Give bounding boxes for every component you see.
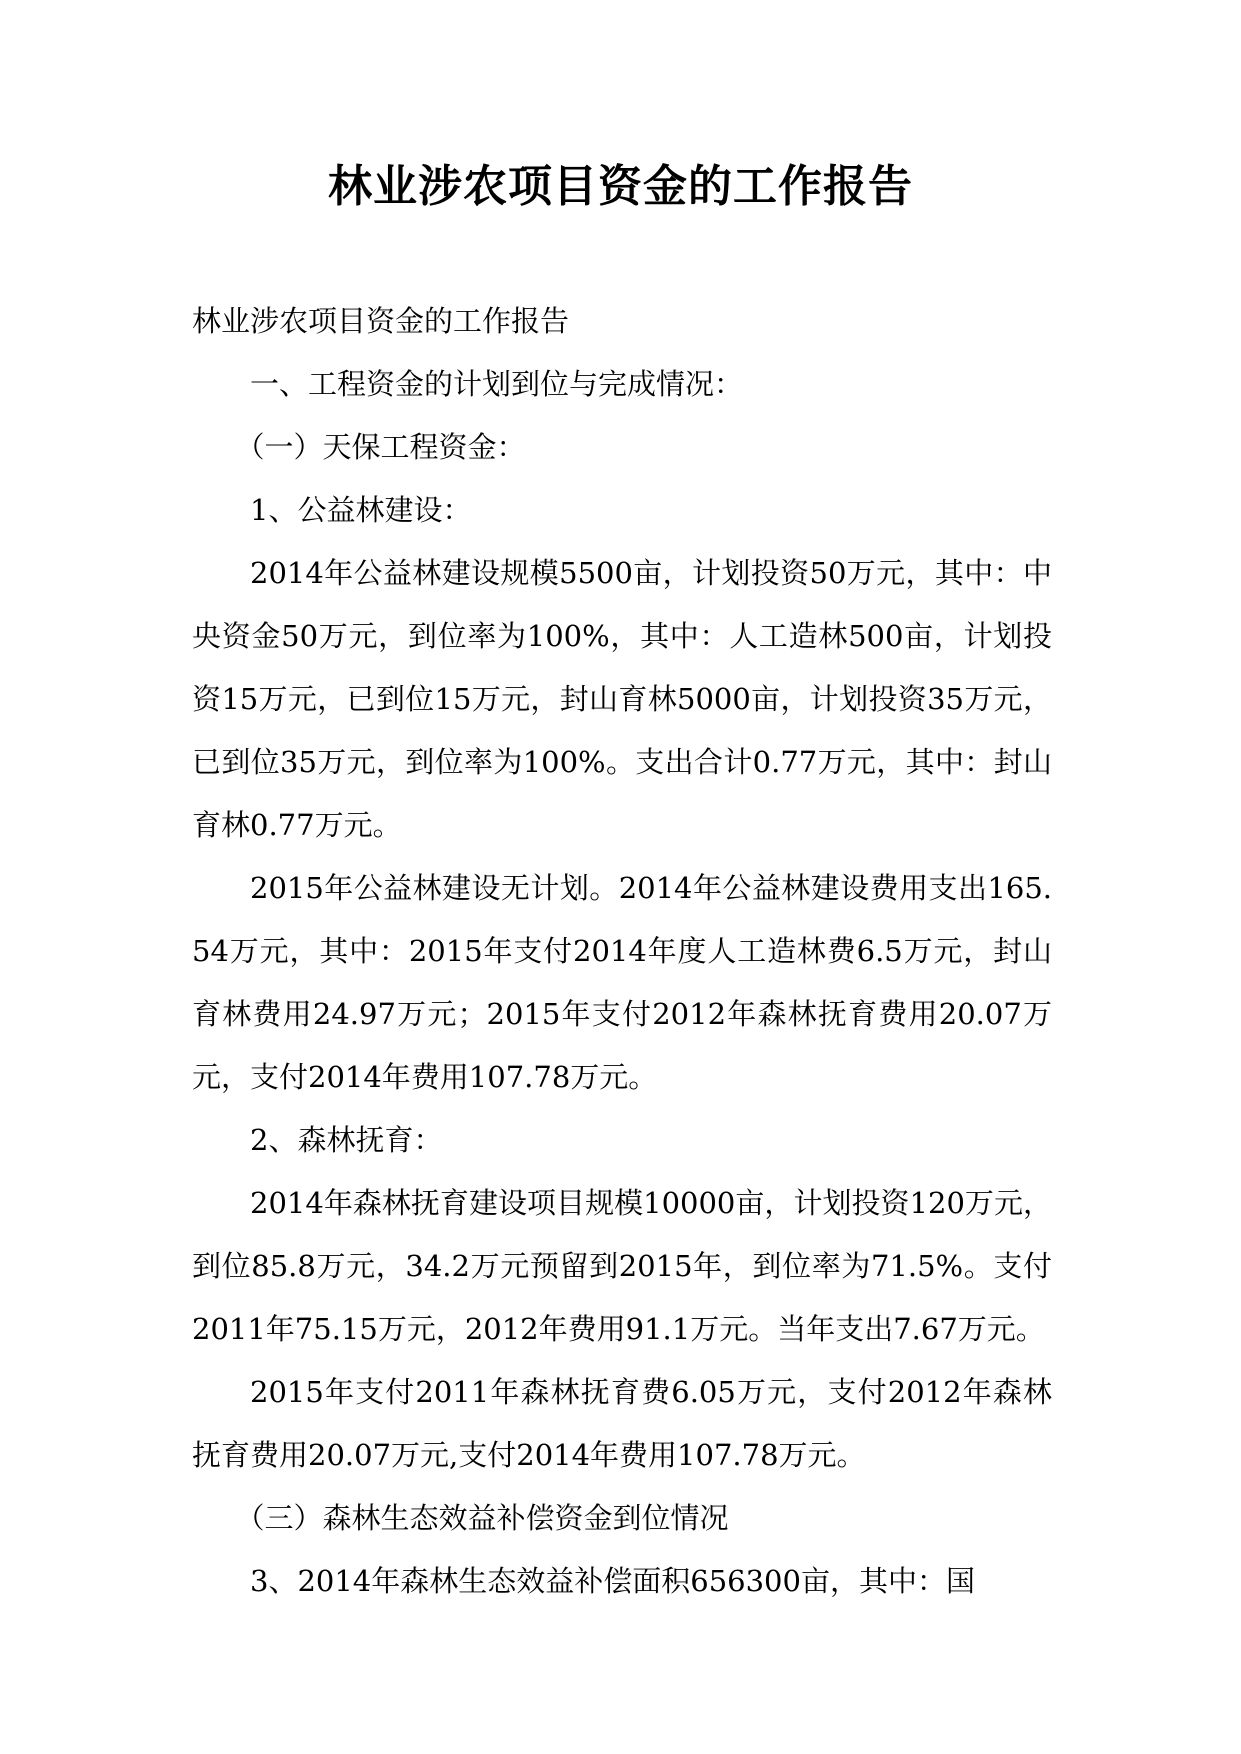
paragraph: 2015年支付2011年森林抚育费6.05万元，支付2012年森林抚育费用20.07万元,支付2014年费用107.78万元。: [192, 1375, 1052, 1472]
paragraph: 2014年公益林建设规模5500亩，计划投资50万元，其中：中央资金50万元，到位率为100%，其中：人工造林500亩，计划投资15万元，已到位15万元，封山育林5000亩，计划投资35万元，已到位35万元，到位率为100%。支出合计0.77万元，其中：封山育林0.77万元。: [192, 556, 1052, 842]
section-heading: 一、工程资金的计划到位与完成情况：: [250, 367, 744, 401]
paragraph: 2015年公益林建设无计划。2014年公益林建设费用支出165.54万元，其中：2015年支付2014年度人工造林费6.5万元，封山育林费用24.97万元；2015年支付2012年森林抚育费用20.07万元，支付2014年费用107.78万元。: [192, 871, 1052, 1094]
subsection-heading: （三）森林生态效益补偿资金到位情况: [235, 1501, 729, 1535]
paragraph: 3、2014年森林生态效益补偿面积656300亩，其中：国: [250, 1564, 975, 1598]
subsection-heading: （一）天保工程资金：: [235, 430, 526, 464]
item-heading: 1、公益林建设：: [250, 493, 472, 527]
item-heading: 2、森林抚育：: [250, 1123, 443, 1157]
document-body: [192, 290, 1052, 1613]
document-title: 林业涉农项目资金的工作报告: [328, 161, 913, 212]
paragraph-heading: 林业涉农项目资金的工作报告: [192, 304, 570, 338]
paragraph: 2014年森林抚育建设项目规模10000亩，计划投资120万元，到位85.8万元，34.2万元预留到2015年，到位率为71.5%。支付2011年75.15万元，2012年费用91.1万元。当年支出7.67万元。: [192, 1186, 1052, 1346]
